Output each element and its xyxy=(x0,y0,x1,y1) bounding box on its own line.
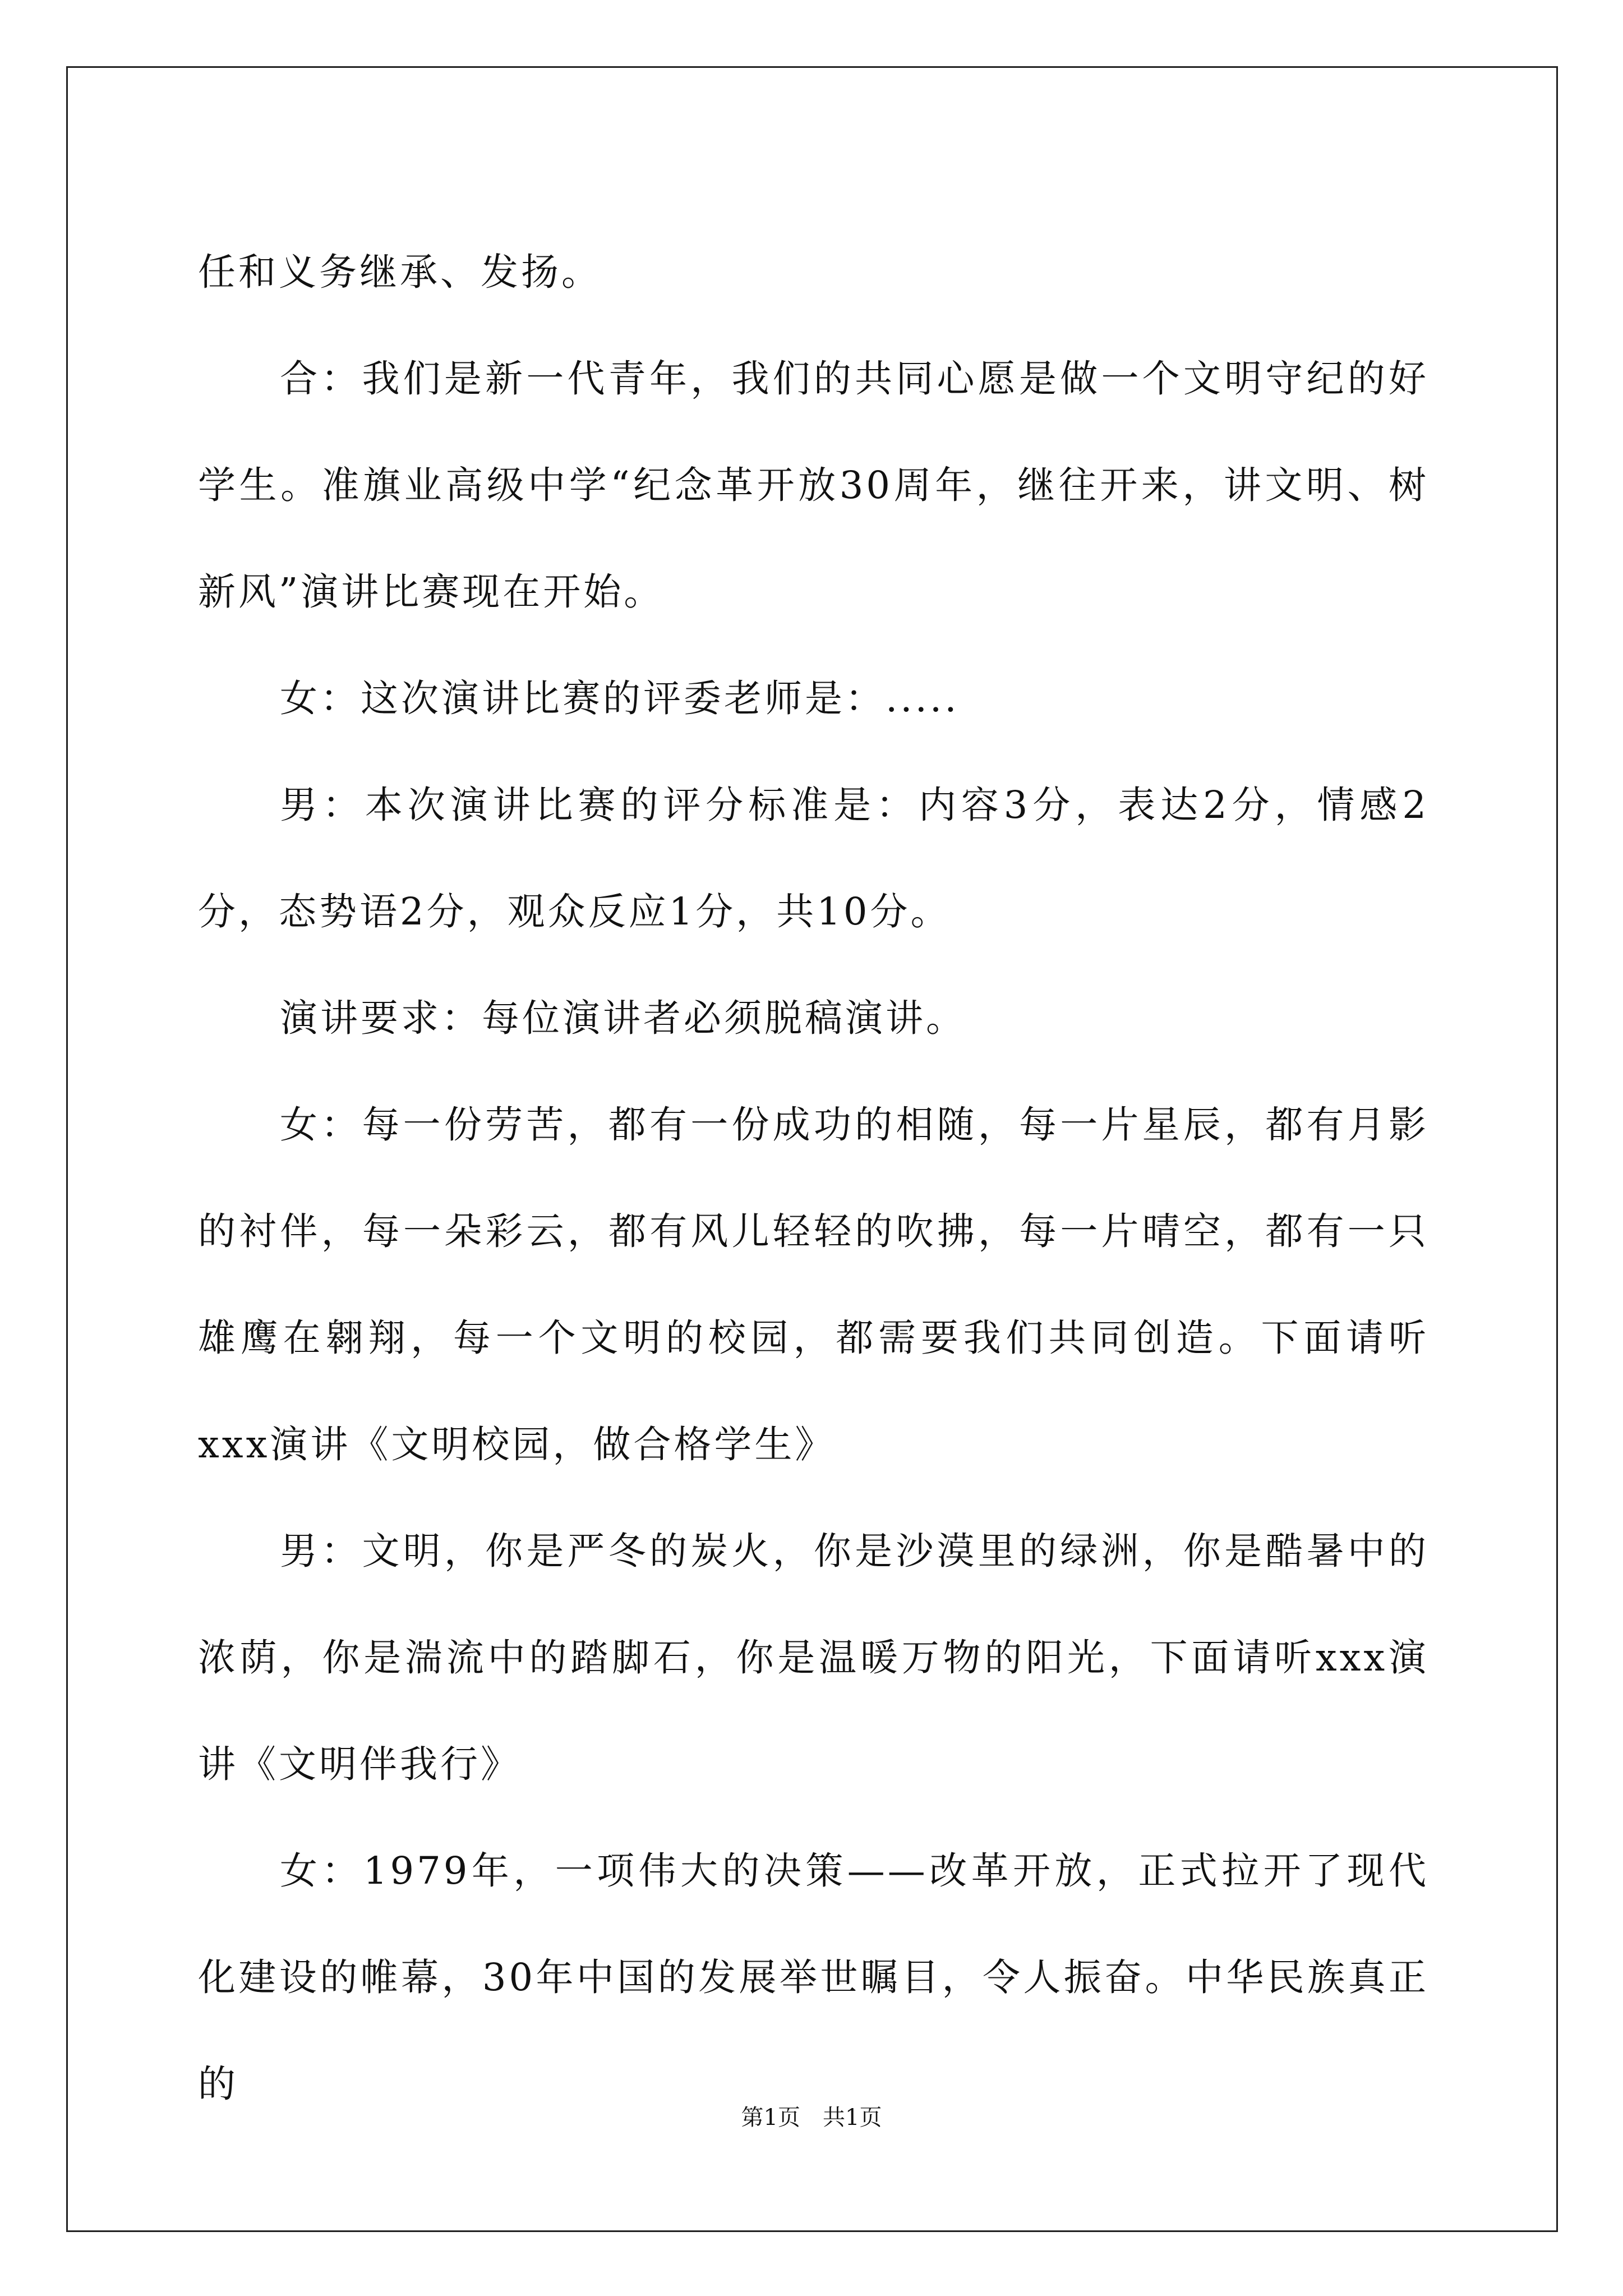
paragraph-3: 女：这次演讲比赛的评委老师是：..... xyxy=(280,677,960,720)
paragraph-6: 女：每一份劳苦，都有一份成功的相随，每一片星辰，都有月影的衬伴，每一朵彩云，都有风儿轻轻的吹拂，每一片晴空，都有一只雄鹰在翱翔，每一个文明的校园，都需要我们共同创造。下面请听xxx演讲《文明校园，做合格学生》 xyxy=(198,1103,1429,1466)
paragraph-5: 演讲要求：每位演讲者必须脱稿演讲。 xyxy=(280,996,966,1040)
paragraph-2: 合：我们是新一代青年，我们的共同心愿是做一个文明守纪的好学生。准旗业高级中学“纪念革开放30周年，继往开来，讲文明、树新风”演讲比赛现在开始。 xyxy=(198,357,1429,614)
paragraph-8: 女：1979年，一项伟大的决策——改革开放，正式拉开了现代化建设的帷幕，30年中国的发展举世瞩目，令人振奋。中华民族真正的 xyxy=(198,1849,1429,2106)
paragraph-1: 任和义务继承、发扬。 xyxy=(198,250,602,294)
page-footer: 第1页 共1页 xyxy=(741,2105,882,2131)
document-body xyxy=(198,219,1429,2137)
paragraph-4: 男：本次演讲比赛的评分标准是：内容3分，表达2分，情感2分，态势语2分，观众反应1分，共10分。 xyxy=(198,783,1429,933)
paragraph-7: 男：文明，你是严冬的炭火，你是沙漠里的绿洲，你是酷暑中的浓荫，你是湍流中的踏脚石，你是温暖万物的阳光，下面请听xxx演讲《文明伴我行》 xyxy=(198,1529,1429,1786)
